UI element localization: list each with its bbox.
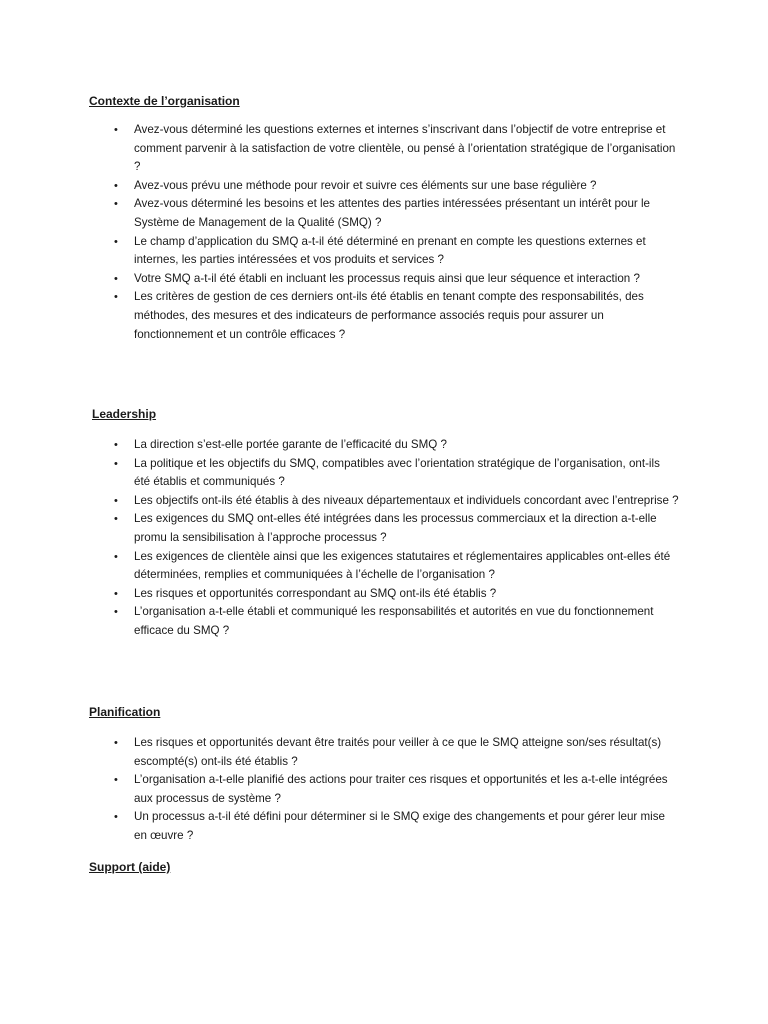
list-item: • La direction s’est-elle portée garante de l’efficacité du SMQ ? [0, 436, 679, 455]
section-heading: Leadership [92, 407, 157, 421]
bullet-icon: • [114, 235, 118, 248]
bullet-icon: • [114, 124, 118, 136]
bullet-icon: • [114, 198, 118, 211]
bullet-icon: • [114, 811, 118, 824]
section-heading: Planification [89, 705, 161, 719]
list-item: • Un processus a-t-il été défini pour déterminer si le SMQ exige des changements et pour gérer leur mise en œuvre ? [114, 810, 665, 842]
list-item: • La politique et les objectifs du SMQ, compatibles avec l’orientation stratégique de l’organisation, ont-ils été établis et communiqués ? [114, 456, 660, 489]
list-item: • Les objectifs ont-ils été établis à des niveaux départementaux et individuels concordant avec l’entreprise ? [0, 492, 679, 511]
list-item: • Votre SMQ a-t-il été établi en incluant les processus requis ainsi que leur séquence et interaction ? [0, 270, 679, 289]
bullet-icon: • [114, 513, 118, 526]
bullet-icon: • [114, 179, 118, 192]
list-item: • Les exigences de clientèle ainsi que les exigences statutaires et réglementaires applicables ont-elles été déterminées, remplies et communiquées à l’échelle de l’organisation ? [114, 549, 671, 582]
list-item: • L’organisation a-t-elle établi et communiqué les responsabilités et autorités en vue du fonctionnement efficace du SMQ ? [114, 605, 654, 637]
list-item: • Les risques et opportunités correspondant au SMQ ont-ils été établis ? [0, 585, 679, 604]
bullet-icon: • [114, 550, 118, 563]
bullet-icon: • [114, 737, 118, 749]
list-item: • L’organisation a-t-elle planifié des actions pour traiter ces risques et opportunités et les a-t-elle intégrées aux processus de système ? [114, 773, 668, 805]
bullet-icon: • [114, 494, 118, 507]
bullet-icon: • [114, 439, 118, 451]
bullet-list [0, 436, 679, 641]
list-item: • Les risques et opportunités devant être traités pour veiller à ce que le SMQ atteigne son/ses résultat(s) escompté(s) ont-ils été établis ? [114, 736, 662, 768]
list-item: • Les exigences du SMQ ont-elles été intégrées dans les processus commerciaux et la direction a-t-elle promu la sensibilisation à l’approche processus ? [114, 512, 657, 544]
list-item: • Les critères de gestion de ces derniers ont-ils été établis en tenant compte des responsabilités, des méthodes, des mesures et des indicateurs de performance associés requis pour assurer un fonctionnement et un contrôle efficaces ? [114, 290, 644, 341]
section-heading: Contexte de l’organisation [89, 94, 240, 108]
list-item: • Le champ d’application du SMQ a-t-il été déterminé en prenant en compte les questions externes et internes, les parties intéressées et vos produits et services ? [114, 234, 646, 267]
bullet-icon: • [114, 774, 118, 787]
bullet-list [0, 121, 679, 344]
section-heading: Support (aide) [89, 860, 171, 874]
bullet-icon: • [114, 587, 118, 600]
bullet-icon: • [114, 606, 118, 619]
bullet-icon: • [114, 457, 118, 470]
list-item: • Avez-vous prévu une méthode pour revoir et suivre ces éléments sur une base régulière ? [0, 177, 679, 196]
list-item: • Avez-vous déterminé les questions externes et internes s’inscrivant dans l’objectif de votre entreprise et comment parvenir à la satisfaction de votre clientèle, ou pensé à l’orientation stratégique de l’organisation ? [114, 123, 676, 174]
bullet-list [0, 734, 679, 846]
bullet-icon: • [114, 272, 118, 285]
bullet-icon: • [114, 291, 118, 304]
list-item: • Avez-vous déterminé les besoins et les attentes des parties intéressées présentant un intérêt pour le Système de Management de la Qualité (SMQ) ? [114, 197, 651, 229]
